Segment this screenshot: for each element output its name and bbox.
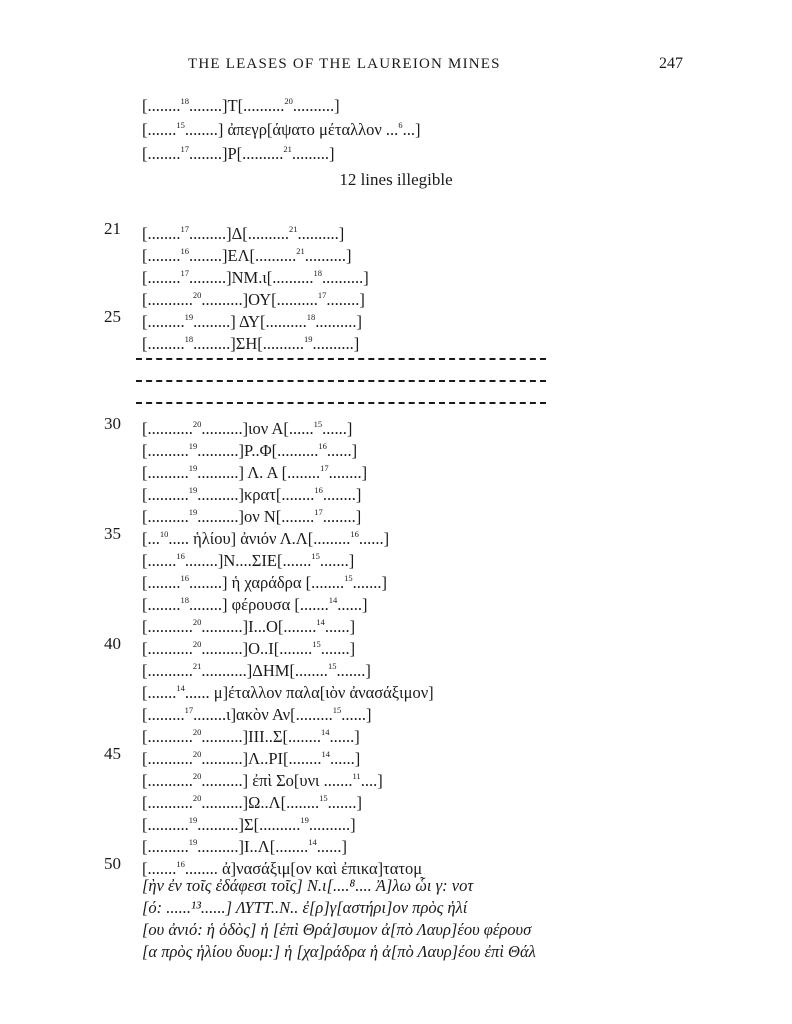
line-text: [α πρὸς ἡλίου δυομ:] ἡ [χα]ράδρα ἡ ἀ[πὸ Λαυρ]έου ἐπὶ Θάλ xyxy=(142,942,536,961)
line-number: 30 xyxy=(104,414,121,433)
line-text: [...$^{10}$..... ἡλίου] ἀνιόν Λ.Λ[.........$^{16}$......] xyxy=(142,529,390,548)
line-text: [.........$^{19}$.........] ΔΥ[..........$^{18}$..........] xyxy=(142,312,362,331)
line-text: [.......$^{16}$........ ἀ]νασάξιμ[ον καὶ ἐπικα]τατομ xyxy=(142,859,423,878)
inscription-line xyxy=(0,919,792,941)
line-number: 40 xyxy=(104,634,121,653)
inscription-line xyxy=(0,853,792,878)
inscription-line xyxy=(0,501,792,526)
line-text: [........$^{18}$........] φέρουσα [.......$^{14}$......] xyxy=(142,595,368,614)
line-text: [...........$^{20}$..........]Ο..Ι[........$^{15}$.......] xyxy=(142,639,356,658)
inscription-line xyxy=(0,240,792,265)
line-text: [........$^{17}$.........]ΝΜ.ι[..........$^{18}$..........] xyxy=(142,268,369,287)
inscription-line xyxy=(0,743,792,768)
inscription-line xyxy=(0,545,792,570)
inscription-line xyxy=(0,523,792,548)
inscription-line xyxy=(0,831,792,856)
inscription-line xyxy=(0,306,792,331)
line-text: [...........$^{20}$..........]Ω..Λ[........$^{15}$.......] xyxy=(142,793,362,812)
line-text: [........$^{16}$........]ΕΛ[..........$^{21}$..........] xyxy=(142,246,352,265)
inscription-line xyxy=(0,875,792,897)
line-text: [........$^{18}$........]T[..........$^{20}$..........] xyxy=(142,96,340,115)
inscription-line xyxy=(0,479,792,504)
line-text: [ου ἀνιό: ἡ ὁδὸς] ἡ [ἐπὶ Θρά]συμον ἀ[πὸ Λαυρ]έου φέρουσ xyxy=(142,920,532,939)
line-text: [.......$^{16}$........]Ν....ΣΙΕ[.......$^{15}$.......] xyxy=(142,551,355,570)
line-text: [..........$^{19}$..........]ον Ν[........$^{17}$........] xyxy=(142,507,362,526)
line-text: [..........$^{19}$..........] Λ. Α [........$^{17}$........] xyxy=(142,463,368,482)
line-text: [ὴν ἐν τοῖς ἐδάφεσι τοῖς] Ν.ι[....⁸.... Ἀ]λω ὧι γ: νοτ xyxy=(142,876,474,895)
inscription-line xyxy=(0,699,792,724)
line-number: 25 xyxy=(104,307,121,326)
inscription-line xyxy=(0,567,792,592)
page-header xyxy=(0,56,792,80)
line-number: 50 xyxy=(104,854,121,873)
inscription-line xyxy=(0,809,792,834)
line-text: [ό: ......¹³......] ΛΥΤΤ..Ν.. ἐ[ρ]γ[αστήρι]ον πρὸς ἡλί xyxy=(142,898,468,917)
inscription-line xyxy=(0,677,792,702)
lacuna-dashed-line xyxy=(136,358,546,360)
line-text: [...........$^{20}$..........]ΟΥ[..........$^{17}$........] xyxy=(142,290,365,309)
inscription-line xyxy=(0,413,792,438)
inscription-line xyxy=(0,435,792,460)
running-title: THE LEASES OF THE LAUREION MINES xyxy=(188,56,501,72)
inscription-line xyxy=(0,721,792,746)
line-text: [...........$^{20}$..........] ἐπὶ Σο[υνι .......$^{11}$....] xyxy=(142,771,383,790)
line-number: 45 xyxy=(104,744,121,763)
lacuna-dashed-line xyxy=(136,402,546,404)
inscription-line xyxy=(0,633,792,658)
line-text: [.......$^{15}$........] ἀπεγρ[άψατο μέταλλον ...$^6$...] xyxy=(142,120,421,139)
line-text: [...........$^{20}$..........]ιον Α[......$^{15}$......] xyxy=(142,419,353,438)
inscription-line xyxy=(0,90,792,115)
line-text: [..........$^{19}$..........]Ρ..Φ[..........$^{16}$......] xyxy=(142,441,358,460)
inscription-line xyxy=(0,138,792,163)
line-text: [........$^{17}$.........]Δ[..........$^{21}$..........] xyxy=(142,224,345,243)
inscription-line xyxy=(0,284,792,309)
line-text: [..........$^{19}$..........]Ι..Λ[........$^{14}$......] xyxy=(142,837,347,856)
inscription-line xyxy=(0,765,792,790)
line-text: [.........$^{18}$.........]ΣΗ[..........$^{19}$..........] xyxy=(142,334,360,353)
inscription-line xyxy=(0,787,792,812)
inscription-line xyxy=(0,262,792,287)
inscription-line xyxy=(0,114,792,139)
lacuna-dashed-line xyxy=(136,380,546,382)
line-text: [........$^{16}$........] ἡ χαράδρα [........$^{15}$.......] xyxy=(142,573,388,592)
inscription-line xyxy=(0,328,792,353)
line-text: [...........$^{21}$...........]ΔΗΜ[........$^{15}$.......] xyxy=(142,661,371,680)
illegible-note: 12 lines illegible xyxy=(339,170,453,189)
inscription-line xyxy=(0,897,792,919)
line-text: [........$^{17}$........]P[..........$^{21}$.........] xyxy=(142,144,335,163)
line-text: [.......$^{14}$...... μ]έταλλον παλα[ιὸν ἀνασάξιμον] xyxy=(142,683,434,702)
line-number: 35 xyxy=(104,524,121,543)
line-text: [...........$^{20}$..........]Λ..ΡΙ[........$^{14}$......] xyxy=(142,749,361,768)
page-number: 247 xyxy=(659,55,683,72)
inscription-line xyxy=(0,457,792,482)
line-text: [...........$^{20}$..........]Ι...Ο[........$^{14}$......] xyxy=(142,617,356,636)
line-text: [..........$^{19}$..........]Σ[..........$^{19}$..........] xyxy=(142,815,356,834)
inscription-line xyxy=(0,655,792,680)
inscription-line xyxy=(0,941,792,963)
inscription-line xyxy=(0,218,792,243)
inscription-line xyxy=(0,611,792,636)
line-text: [..........$^{19}$..........]κρατ[........$^{16}$........] xyxy=(142,485,362,504)
inscription-line xyxy=(0,589,792,614)
line-number: 21 xyxy=(104,219,121,238)
line-text: [.........$^{17}$........ι]ακὸν Αν[.........$^{15}$......] xyxy=(142,705,372,724)
line-text: [...........$^{20}$..........]ΙΙΙ..Σ[........$^{14}$......] xyxy=(142,727,360,746)
